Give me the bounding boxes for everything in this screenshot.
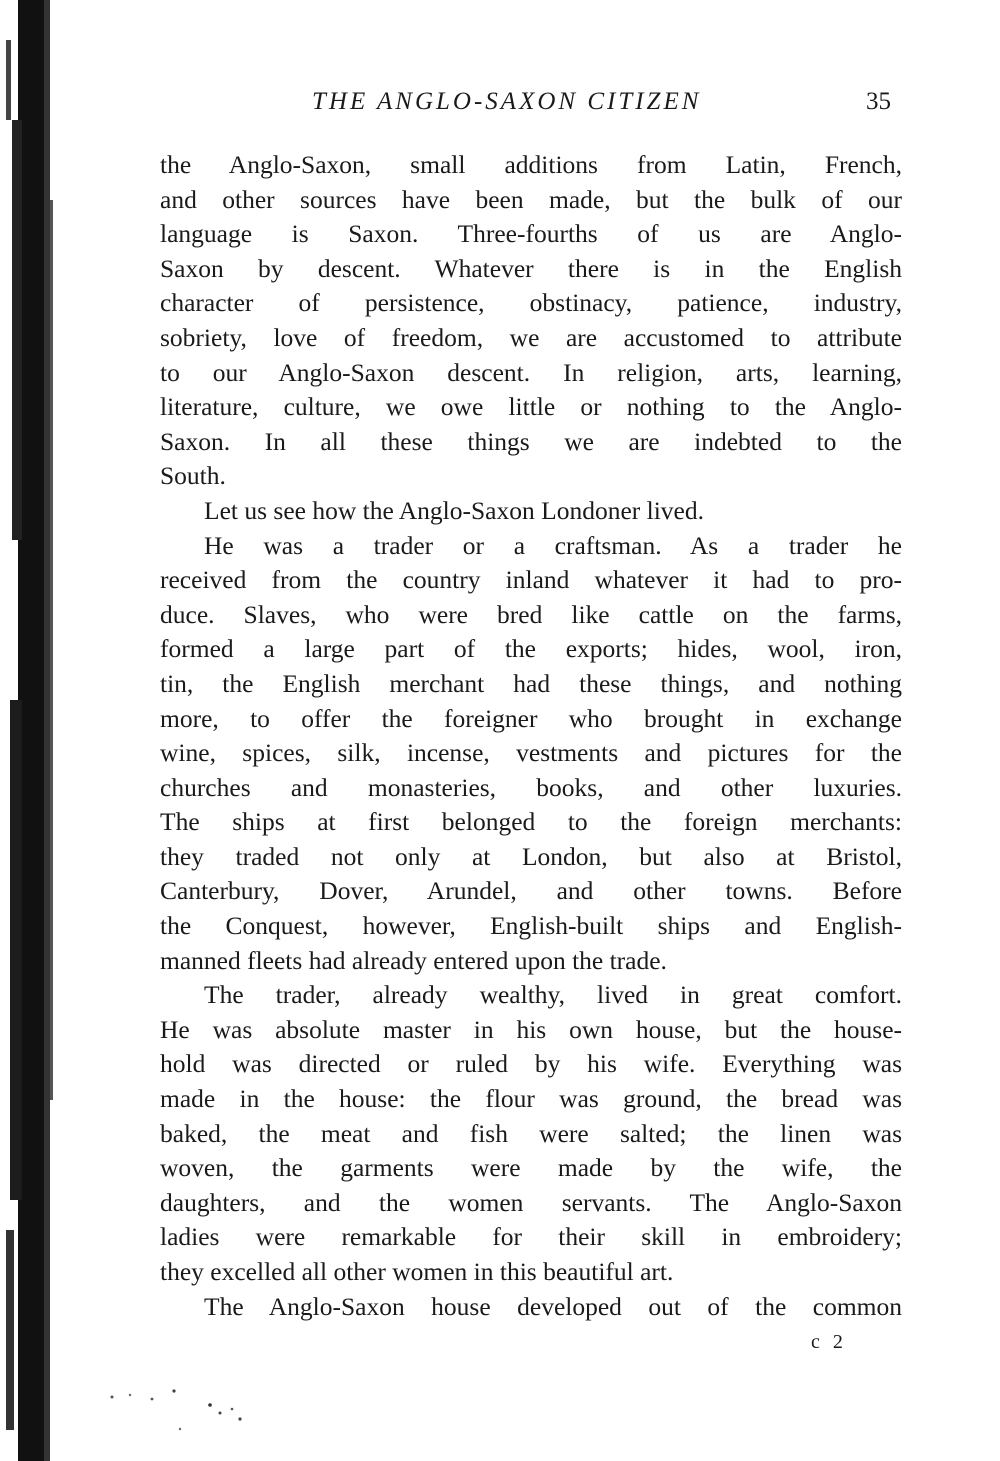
text-line: made in the house: the flour was ground, the bread was xyxy=(160,1084,902,1114)
text-line: daughters, and the women servants. The Anglo-Saxon xyxy=(160,1187,902,1217)
text-line: formed a large part of the exports; hides, wool, iron, xyxy=(160,634,902,664)
signature-mark: c 2 xyxy=(811,1331,847,1353)
text-line: the Anglo-Saxon, small additions from Latin, French, xyxy=(160,150,902,179)
text-line: woven, the garments were made by the wife, the xyxy=(160,1153,902,1183)
text-line: baked, the meat and fish were salted; the linen was xyxy=(160,1118,902,1148)
text-line: The trader, already wealthy, lived in great comfort. xyxy=(204,980,902,1010)
text-line: literature, culture, we owe little or nothing to the Anglo- xyxy=(160,392,902,422)
text-line: The ships at first belonged to the foreign merchants: xyxy=(160,807,902,837)
text-line: received from the country inland whatever it had to pro- xyxy=(160,565,902,595)
scan-specks xyxy=(100,1385,270,1435)
text-line: the Conquest, however, English-built ships and English- xyxy=(160,911,902,941)
text-line: South. xyxy=(160,461,226,491)
binding-edge xyxy=(0,0,62,1461)
text-line: Saxon. In all these things we are indebted to the xyxy=(160,426,902,456)
text-line: more, to offer the foreigner who brought in exchange xyxy=(160,703,902,733)
text-line: wine, spices, silk, incense, vestments and pictures for the xyxy=(160,738,902,768)
text-line: tin, the English merchant had these things, and nothing xyxy=(160,668,902,698)
running-head xyxy=(0,88,1000,128)
text-line: Saxon by descent. Whatever there is in the English xyxy=(160,253,902,283)
page-number: 35 xyxy=(866,88,891,115)
running-title: THE ANGLO-SAXON CITIZEN xyxy=(312,88,702,115)
text-line: manned fleets had already entered upon the trade. xyxy=(160,945,667,975)
text-line: language is Saxon. Three-fourths of us are Anglo- xyxy=(160,219,902,249)
text-line: The Anglo-Saxon house developed out of the common xyxy=(204,1291,902,1321)
text-line: churches and monasteries, books, and other luxuries. xyxy=(160,772,902,802)
text-line: they excelled all other women in this beautiful art. xyxy=(160,1257,674,1286)
text-line: they traded not only at London, but also at Bristol, xyxy=(160,841,902,871)
text-line: He was a trader or a craftsman. As a trader he xyxy=(204,530,902,560)
text-line: duce. Slaves, who were bred like cattle on the farms, xyxy=(160,599,902,629)
text-line: character of persistence, obstinacy, patience, industry, xyxy=(160,288,902,318)
text-line: Let us see how the Anglo-Saxon Londoner lived. xyxy=(204,495,704,525)
body-text xyxy=(160,148,902,1324)
text-line: sobriety, love of freedom, we are accustomed to attribute xyxy=(160,322,902,352)
text-line: Canterbury, Dover, Arundel, and other towns. Before xyxy=(160,876,902,906)
text-line: to our Anglo-Saxon descent. In religion, arts, learning, xyxy=(160,357,902,387)
text-line: hold was directed or ruled by his wife. Everything was xyxy=(160,1049,902,1079)
text-line: ladies were remarkable for their skill in embroidery; xyxy=(160,1222,902,1252)
text-line: and other sources have been made, but the bulk of our xyxy=(160,184,902,214)
text-line: He was absolute master in his own house, but the house- xyxy=(160,1014,902,1044)
